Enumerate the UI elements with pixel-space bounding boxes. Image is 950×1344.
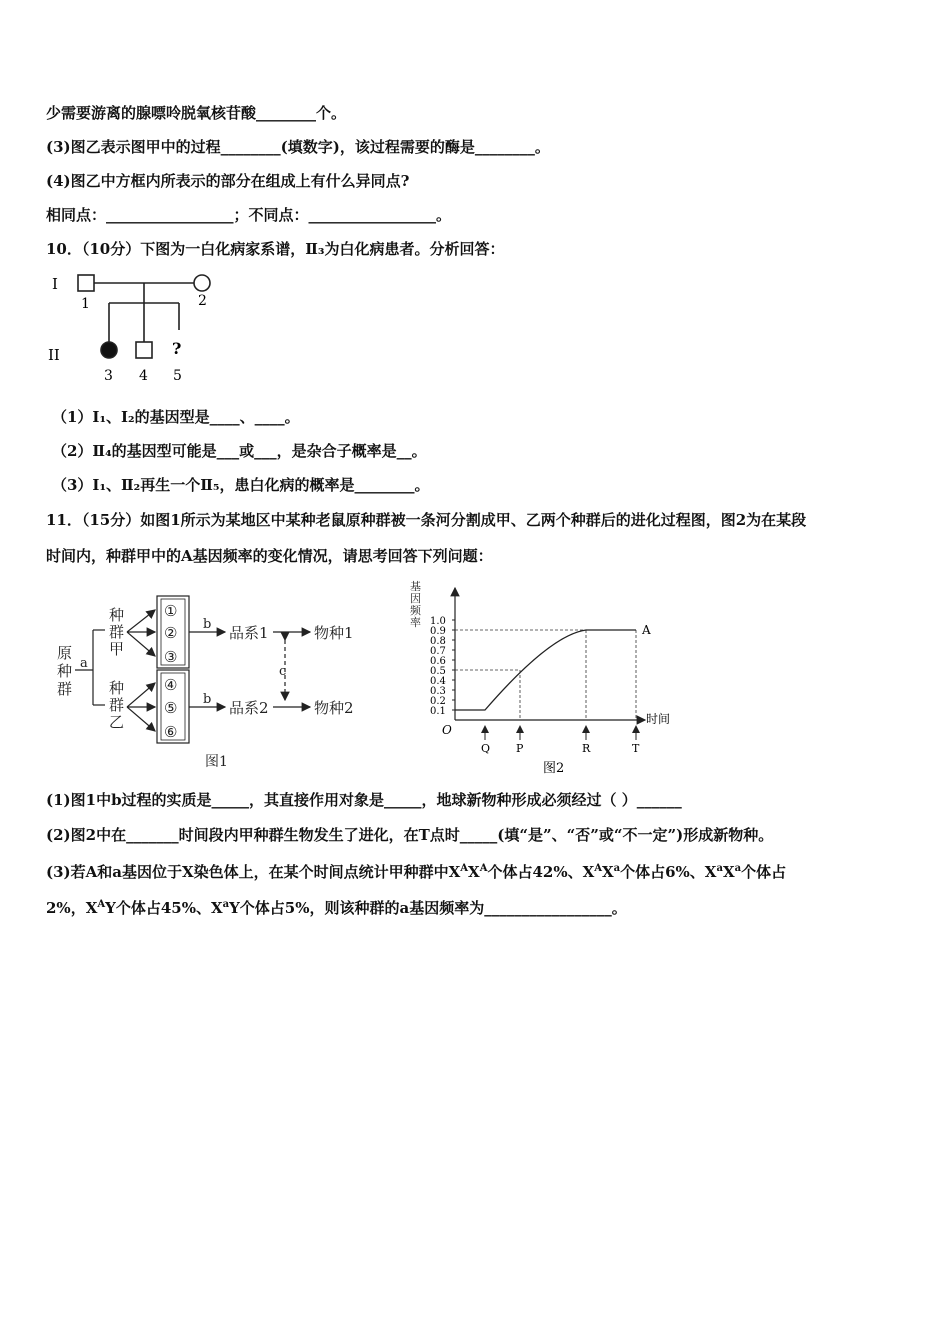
pedigree-id-2: 2 [198, 293, 207, 309]
fig2-point-label-Q: Q [481, 742, 491, 755]
fig2-point-label-P: P [516, 742, 524, 755]
q9-line2: (3)图乙表示图甲中的过程________(填数字)，该过程需要的酶是________。 [46, 138, 550, 156]
fig2-ylabel-char: 基 [410, 580, 421, 593]
fig1-box-4: ④ [164, 676, 178, 694]
fig2-ylabel-char: 因 [410, 592, 421, 605]
pedigree-male-1 [78, 275, 94, 291]
fig1-pop-b-char: 群 [109, 696, 125, 714]
fig2-ylabel-char: 率 [410, 616, 421, 629]
pedigree-id-3: 3 [104, 368, 113, 384]
fig1-label-a: a [80, 656, 88, 671]
pedigree-id-1: 1 [81, 296, 90, 312]
fig2-ytick-label: 0.2 [430, 696, 446, 707]
fig1-pop-a-char: 甲 [109, 640, 125, 658]
fig1-species-2: 物种2 [314, 699, 354, 717]
fig2-ytick-label: 0.7 [430, 646, 446, 657]
q11-sub3-line2: 2%，$X^AY$个体占45%、$X^aY$个体占5%，则该种群的a基因频率为_________________。 [46, 899, 627, 917]
fig2-ytick-label: 0.3 [430, 686, 446, 697]
figure-1-evolution-diagram [55, 590, 375, 775]
fig1-box-6: ⑥ [164, 723, 178, 741]
fig1-species-1: 物种1 [314, 624, 354, 642]
q11-sub3-line1: (3)若A和a基因位于X染色体上，在某个时间点统计甲种群中$X^AX^A$个体占42%、$X^AX^a$个体占6%、$X^aX^a$个体占 [46, 863, 787, 881]
fig1-caption: 图1 [205, 754, 228, 770]
fig2-ytick-label: 0.9 [430, 626, 446, 637]
fig1-box-3: ③ [164, 648, 178, 666]
fig2-point-label-R: R [582, 742, 591, 755]
q9-line1: 少需要游离的腺嘌呤脱氧核苷酸________个。 [46, 104, 347, 122]
fig2-ytick-label: 0.5 [430, 666, 446, 677]
pedigree-diagram [44, 268, 234, 388]
fig1-box-2: ② [164, 624, 178, 642]
fig1-label-b: b [203, 692, 212, 707]
pedigree-id-5: 5 [173, 368, 182, 384]
fig1-label-b: b [203, 617, 212, 632]
fig1-pop-a-char: 种 [109, 606, 125, 624]
q9-line4: 相同点：_________________；不同点：_________________。 [46, 206, 452, 224]
q9-line3: (4)图乙中方框内所表示的部分在组成上有什么异同点? [46, 172, 410, 190]
fig1-pop-b-char: 种 [109, 679, 125, 697]
fig2-xlabel: 时间 [646, 712, 671, 726]
q10-sub1: （1）Ⅰ₁、Ⅰ₂的基因型是____、____。 [52, 408, 300, 426]
generation-label-1: I [52, 275, 58, 293]
fig2-ytick-label: 0.8 [430, 636, 446, 647]
pedigree-male-4 [136, 342, 152, 358]
fig2-ytick-label: 0.4 [430, 676, 446, 687]
pedigree-id-4: 4 [139, 368, 148, 384]
fig1-strain-1: 品系1 [229, 624, 269, 642]
fig1-pop-b-char: 乙 [109, 713, 125, 731]
fig2-ylabel-char: 频 [410, 604, 421, 617]
fig1-origin-char: 群 [57, 680, 73, 698]
fig2-series-label-A: A [642, 623, 651, 637]
q11-header-2: 时间内，种群甲中的A基因频率的变化情况，请思考回答下列问题： [46, 547, 493, 565]
q10-sub2: （2）Ⅱ₄的基因型可能是___或___，是杂合子概率是__。 [52, 442, 427, 460]
fig1-origin-char: 原 [57, 644, 73, 662]
fig2-origin-label: O [442, 723, 452, 737]
fig2-ytick-label: 0.1 [430, 706, 446, 717]
q11-header-1: 11．（15分）如图1所示为某地区中某种老鼠原种群被一条河分割成甲、乙两个种群后的进化过程图，图2为在某段 [46, 511, 807, 529]
q11-sub2: (2)图2中在_______时间段内甲种群生物发生了进化，在T点时_____(填“是”、“否”或“不一定”)形成新物种。 [46, 826, 774, 844]
figure-2-gene-frequency-chart [400, 578, 700, 778]
q11-sub1: (1)图1中b过程的实质是_____，其直接作用对象是_____，地球新物种形成必须经过（ ）______ [46, 791, 682, 809]
fig1-box-5: ⑤ [164, 699, 178, 717]
fig2-ytick-label: 1.0 [430, 616, 446, 627]
fig1-origin-char: 种 [57, 662, 73, 680]
fig1-box-1: ① [164, 602, 178, 620]
pedigree-female-2 [194, 275, 210, 291]
fig2-caption: 图2 [543, 761, 565, 776]
pedigree-affected-female-3 [101, 342, 117, 358]
pedigree-unknown-mark: ? [172, 339, 182, 358]
fig2-ytick-label: 0.6 [430, 656, 446, 667]
q10-sub3: （3）Ⅰ₁、Ⅱ₂再生一个Ⅱ₅，患白化病的概率是________。 [52, 476, 430, 494]
fig1-label-c: c [279, 664, 287, 679]
q10-header: 10．（10分）下图为一白化病家系谱，Ⅱ₃为白化病患者。分析回答： [46, 240, 505, 258]
fig1-pop-a-char: 群 [109, 623, 125, 641]
fig2-point-label-T: T [632, 742, 640, 755]
fig1-strain-2: 品系2 [229, 699, 269, 717]
generation-label-2: II [48, 346, 60, 364]
